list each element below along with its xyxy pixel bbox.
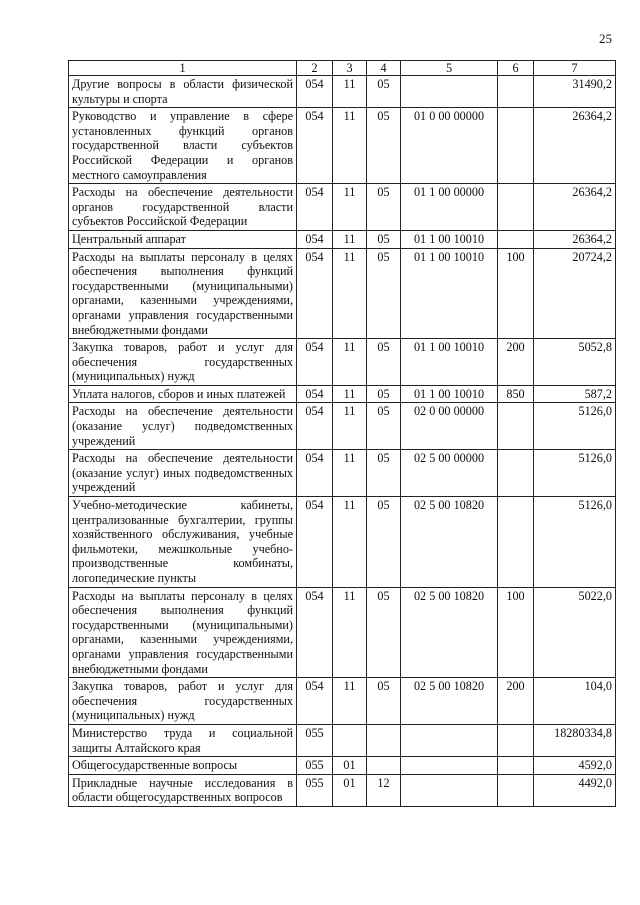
- table-row: [69, 403, 616, 450]
- cell-section: 01: [333, 757, 367, 775]
- table-row: [69, 184, 616, 231]
- cell-amount: 5126,0: [534, 403, 616, 450]
- cell-expense-type: 200: [498, 339, 534, 386]
- cell-section: 11: [333, 230, 367, 248]
- cell-subsection: 05: [367, 385, 401, 403]
- table-row: [69, 757, 616, 775]
- column-header-6: 6: [498, 61, 534, 76]
- cell-section: 11: [333, 497, 367, 588]
- cell-subsection: 05: [367, 184, 401, 231]
- table-row: [69, 248, 616, 339]
- cell-section: [333, 724, 367, 756]
- cell-amount: 4592,0: [534, 757, 616, 775]
- table-header: [69, 61, 616, 76]
- cell-expense-type: [498, 724, 534, 756]
- table-row: [69, 450, 616, 497]
- cell-name: Расходы на обеспечение деятельности (оказание услуг) иных подведомственных учреждений: [69, 450, 297, 497]
- table-row: [69, 678, 616, 725]
- cell-amount: 5126,0: [534, 450, 616, 497]
- cell-section: 11: [333, 248, 367, 339]
- cell-name: Закупка товаров, работ и услуг для обеспечения государственных (муниципальных) нужд: [69, 339, 297, 386]
- cell-subsection: 05: [367, 248, 401, 339]
- cell-target-article: [401, 76, 498, 108]
- cell-section: 01: [333, 774, 367, 806]
- table-row: [69, 724, 616, 756]
- cell-name: Общегосударственные вопросы: [69, 757, 297, 775]
- cell-subsection: 05: [367, 678, 401, 725]
- cell-section: 11: [333, 184, 367, 231]
- cell-target-article: [401, 757, 498, 775]
- cell-subsection: 12: [367, 774, 401, 806]
- cell-admin-code: 054: [297, 497, 333, 588]
- cell-target-article: 02 5 00 10820: [401, 497, 498, 588]
- cell-subsection: 05: [367, 76, 401, 108]
- cell-section: 11: [333, 587, 367, 678]
- cell-expense-type: [498, 403, 534, 450]
- cell-expense-type: [498, 230, 534, 248]
- cell-section: 11: [333, 76, 367, 108]
- cell-name: Центральный аппарат: [69, 230, 297, 248]
- cell-name: Учебно-методические кабинеты, централизованные бухгалтерии, группы хозяйственного обслуживания, учебные фильмотеки, межшкольные учебно-производственные комбинаты, логопедические пункты: [69, 497, 297, 588]
- cell-admin-code: 054: [297, 339, 333, 386]
- cell-expense-type: [498, 774, 534, 806]
- cell-target-article: 01 1 00 10010: [401, 248, 498, 339]
- cell-expense-type: [498, 757, 534, 775]
- cell-admin-code: 054: [297, 76, 333, 108]
- cell-expense-type: 850: [498, 385, 534, 403]
- column-header-4: 4: [367, 61, 401, 76]
- cell-admin-code: 055: [297, 774, 333, 806]
- cell-target-article: 02 5 00 10820: [401, 587, 498, 678]
- column-header-3: 3: [333, 61, 367, 76]
- cell-name: Расходы на обеспечение деятельности (оказание услуг) подведомственных учреждений: [69, 403, 297, 450]
- cell-admin-code: 054: [297, 678, 333, 725]
- column-header-5: 5: [401, 61, 498, 76]
- cell-target-article: 01 0 00 00000: [401, 108, 498, 184]
- cell-amount: 31490,2: [534, 76, 616, 108]
- cell-expense-type: 200: [498, 678, 534, 725]
- cell-amount: 26364,2: [534, 230, 616, 248]
- cell-section: 11: [333, 450, 367, 497]
- cell-target-article: [401, 724, 498, 756]
- cell-target-article: 01 1 00 00000: [401, 184, 498, 231]
- cell-name: Руководство и управление в сфере установленных функций органов государственной власти субъектов Российской Федерации и органов местного самоуправления: [69, 108, 297, 184]
- cell-subsection: 05: [367, 403, 401, 450]
- cell-amount: 26364,2: [534, 184, 616, 231]
- cell-target-article: 01 1 00 10010: [401, 339, 498, 386]
- cell-name: Министерство труда и социальной защиты Алтайского края: [69, 724, 297, 756]
- cell-name: Прикладные научные исследования в области общегосударственных вопросов: [69, 774, 297, 806]
- cell-amount: 5126,0: [534, 497, 616, 588]
- cell-expense-type: [498, 497, 534, 588]
- cell-name: Закупка товаров, работ и услуг для обеспечения государственных (муниципальных) нужд: [69, 678, 297, 725]
- cell-target-article: 02 5 00 10820: [401, 678, 498, 725]
- cell-admin-code: 054: [297, 385, 333, 403]
- cell-target-article: [401, 774, 498, 806]
- cell-admin-code: 054: [297, 184, 333, 231]
- table-row: [69, 339, 616, 386]
- cell-target-article: 01 1 00 10010: [401, 230, 498, 248]
- cell-admin-code: 055: [297, 724, 333, 756]
- cell-name: Расходы на обеспечение деятельности органов государственной власти субъектов Российской Федерации: [69, 184, 297, 231]
- cell-expense-type: [498, 108, 534, 184]
- cell-amount: 18280334,8: [534, 724, 616, 756]
- cell-target-article: 02 5 00 00000: [401, 450, 498, 497]
- cell-expense-type: [498, 450, 534, 497]
- cell-amount: 20724,2: [534, 248, 616, 339]
- cell-amount: 26364,2: [534, 108, 616, 184]
- column-header-7: 7: [534, 61, 616, 76]
- table-row: [69, 385, 616, 403]
- table-body: [69, 76, 616, 807]
- cell-admin-code: 055: [297, 757, 333, 775]
- table-row: [69, 230, 616, 248]
- budget-table: [68, 60, 616, 807]
- cell-admin-code: 054: [297, 403, 333, 450]
- cell-target-article: 01 1 00 10010: [401, 385, 498, 403]
- cell-name: Другие вопросы в области физической культуры и спорта: [69, 76, 297, 108]
- cell-subsection: 05: [367, 450, 401, 497]
- cell-admin-code: 054: [297, 230, 333, 248]
- cell-name: Уплата налогов, сборов и иных платежей: [69, 385, 297, 403]
- cell-target-article: 02 0 00 00000: [401, 403, 498, 450]
- cell-section: 11: [333, 403, 367, 450]
- cell-amount: 5052,8: [534, 339, 616, 386]
- cell-section: 11: [333, 678, 367, 725]
- cell-amount: 5022,0: [534, 587, 616, 678]
- table-row: [69, 587, 616, 678]
- cell-subsection: [367, 757, 401, 775]
- cell-expense-type: 100: [498, 587, 534, 678]
- cell-section: 11: [333, 108, 367, 184]
- cell-amount: 4492,0: [534, 774, 616, 806]
- table-row: [69, 76, 616, 108]
- table-row: [69, 774, 616, 806]
- cell-section: 11: [333, 385, 367, 403]
- cell-expense-type: 100: [498, 248, 534, 339]
- cell-subsection: 05: [367, 108, 401, 184]
- cell-subsection: 05: [367, 587, 401, 678]
- cell-amount: 104,0: [534, 678, 616, 725]
- cell-admin-code: 054: [297, 248, 333, 339]
- cell-name: Расходы на выплаты персоналу в целях обеспечения выполнения функций государственными (муниципальными) органами, казенными учреждениями, органами управления государственными внебюджетными фондами: [69, 248, 297, 339]
- table-row: [69, 108, 616, 184]
- cell-amount: 587,2: [534, 385, 616, 403]
- cell-subsection: 05: [367, 230, 401, 248]
- cell-admin-code: 054: [297, 108, 333, 184]
- cell-subsection: [367, 724, 401, 756]
- cell-expense-type: [498, 184, 534, 231]
- cell-name: Расходы на выплаты персоналу в целях обеспечения выполнения функций государственными (муниципальными) органами, казенными учреждениями, органами управления государственными внебюджетными фондами: [69, 587, 297, 678]
- column-header-2: 2: [297, 61, 333, 76]
- page-number: 25: [599, 31, 612, 46]
- header-row: [69, 61, 616, 76]
- cell-section: 11: [333, 339, 367, 386]
- cell-subsection: 05: [367, 339, 401, 386]
- column-header-1: 1: [69, 61, 297, 76]
- table-row: [69, 497, 616, 588]
- cell-admin-code: 054: [297, 450, 333, 497]
- cell-admin-code: 054: [297, 587, 333, 678]
- cell-expense-type: [498, 76, 534, 108]
- cell-subsection: 05: [367, 497, 401, 588]
